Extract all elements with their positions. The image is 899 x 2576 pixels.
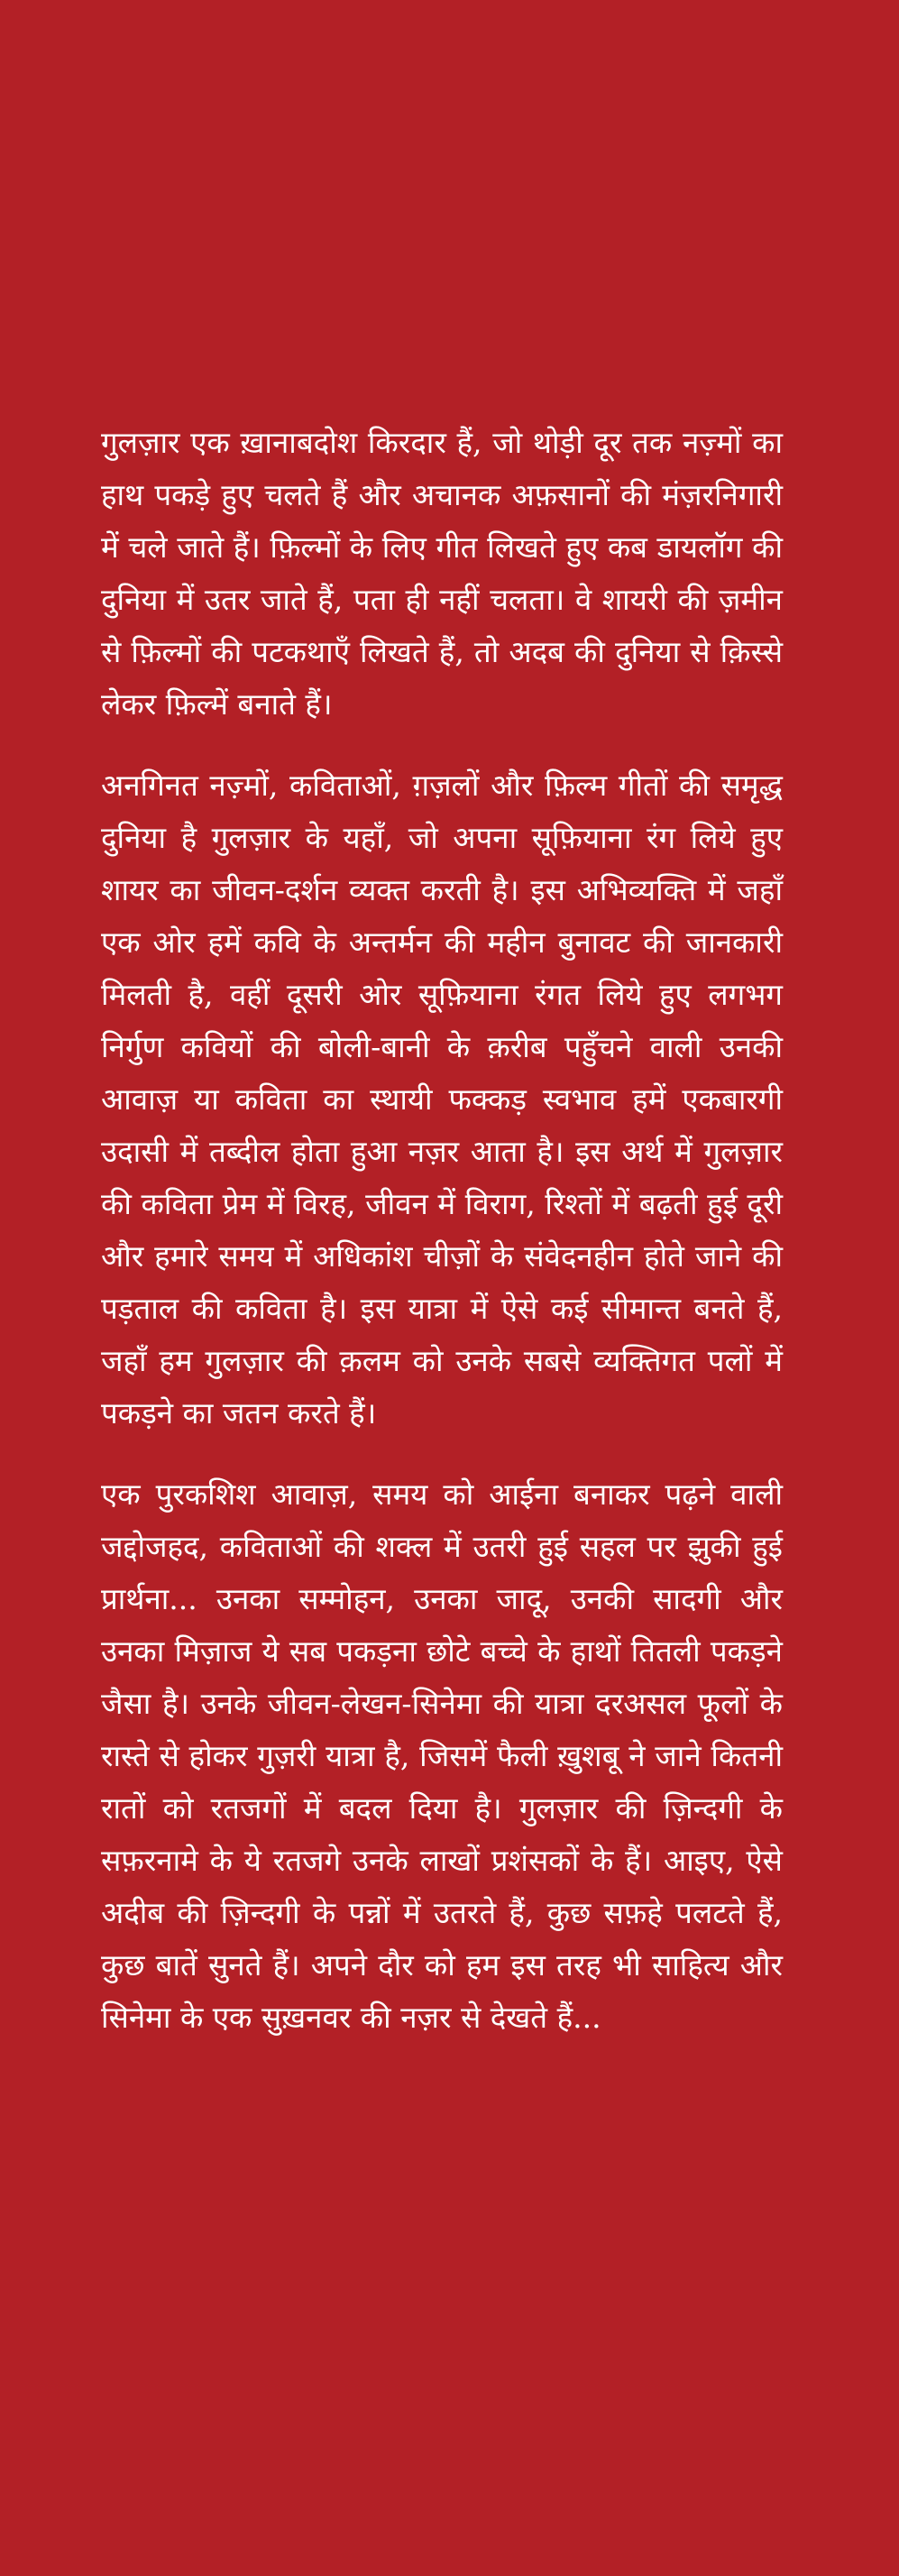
paragraph-1: गुलज़ार एक ख़ानाबदोश किरदार हैं, जो थोड़ी दूर तक नज़्मों का हाथ पकड़े हुए चलते हैं और अचानक अफ़सानों की मंज़रनिगारी में चले जाते हैं। फ़िल्मों के लिए गीत लिखते हुए कब डायलॉग की दुनिया में उतर जाते हैं, पता ही नहीं चलता। वे शायरी की ज़मीन से फ़िल्मों की पटकथाएँ लिखते हैं, तो अदब की दुनिया से क़िस्से लेकर फ़िल्में बनाते हैं। (101, 425, 783, 722)
paragraph-2: अनगिनत नज़्मों, कविताओं, ग़ज़लों और फ़िल्म गीतों की समृद्ध दुनिया है गुलज़ार के यहाँ, जो अपना सूफ़ियाना रंग लिये हुए शायर का जीवन-दर्शन व्यक्त करती है। इस अभिव्यक्ति में जहाँ एक ओर हमें कवि के अन्तर्मन की महीन बुनावट की जानकारी मिलती है, वहीं दूसरी ओर सूफ़ियाना रंगत लिये हुए लगभग निर्गुण कवियों की बोली-बानी के क़रीब पहुँचने वाली उनकी आवाज़ या कविता का स्थायी फक्कड़ स्वभाव हमें एकबारगी उदासी में तब्दील होता हुआ नज़र आता है। इस अर्थ में गुलज़ार की कविता प्रेम में विरह, जीवन में विराग, रिश्तों में बढ़ती हुई दूरी और हमारे समय में अधिकांश चीज़ों के संवेदनहीन होते जाने की पड़ताल की कविता है। इस यात्रा में ऐसे कई सीमान्त बनते हैं, जहाँ हम गुलज़ार की क़लम को उनके सबसे व्यक्तिगत पलों में पकड़ने का जतन करते हैं। (101, 768, 783, 1431)
blurb-text (101, 417, 783, 2073)
paragraph-3: एक पुरकशिश आवाज़, समय को आईना बनाकर पढ़ने वाली जद्दोजहद, कविताओं की शक्ल में उतरी हुई सहल पर झुकी हुई प्रार्थना... उनका सम्मोहन, उनका जादू, उनकी सादगी और उनका मिज़ाज ये सब पकड़ना छोटे बच्चे के हाथों तितली पकड़ने जैसा है। उनके जीवन-लेखन-सिनेमा की यात्रा दरअसल फूलों के रास्ते से होकर गुज़री यात्रा है, जिसमें फैली ख़ुशबू ने जाने कितनी रातों को रतजगों में बदल दिया है। गुलज़ार की ज़िन्दगी के सफ़रनामे के ये रतजगे उनके लाखों प्रशंसकों के हैं। आइए, ऐसे अदीब की ज़िन्दगी के पन्नों में उतरते हैं, कुछ सफ़हे पलटते हैं, कुछ बातें सुनते हैं। अपने दौर को हम इस तरह भी साहित्य और सिनेमा के एक सुख़नवर की नज़र से देखते हैं... (101, 1477, 783, 2035)
